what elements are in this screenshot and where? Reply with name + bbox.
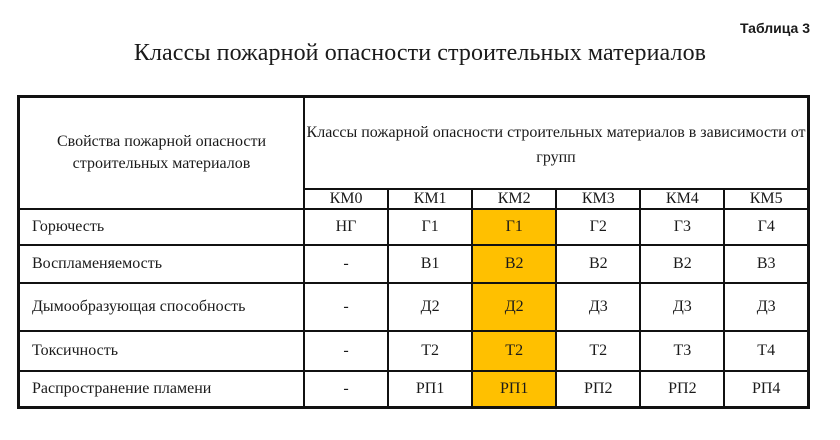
row-label: Горючесть <box>19 209 305 245</box>
table-row <box>19 209 809 245</box>
row-label: Распространение пламени <box>19 371 305 408</box>
table-cell: - <box>304 245 388 283</box>
column-header-km0: КМ0 <box>304 189 388 209</box>
table-cell: Д3 <box>640 283 724 331</box>
group-header: Классы пожарной опасности строительных материалов в зависимости от групп <box>304 97 809 189</box>
table-cell: Д2 <box>388 283 472 331</box>
table-cell: Г4 <box>724 209 808 245</box>
table-cell: РП1 <box>388 371 472 408</box>
table-cell: НГ <box>304 209 388 245</box>
table-cell: Г3 <box>640 209 724 245</box>
column-header-km5: КМ5 <box>724 189 808 209</box>
table-cell: - <box>304 331 388 371</box>
fire-class-table <box>17 95 810 409</box>
table-cell: В2 <box>640 245 724 283</box>
table-row <box>19 283 809 331</box>
table-cell-highlighted: Т2 <box>472 331 556 371</box>
table-cell: Г2 <box>556 209 640 245</box>
row-label: Воспламеняемость <box>19 245 305 283</box>
table-cell-highlighted: РП1 <box>472 371 556 408</box>
column-header-km2: КМ2 <box>472 189 556 209</box>
table-cell: Т4 <box>724 331 808 371</box>
table-cell-highlighted: В2 <box>472 245 556 283</box>
table-cell: Т2 <box>388 331 472 371</box>
row-label: Токсичность <box>19 331 305 371</box>
row-label: Дымообразующая способность <box>19 283 305 331</box>
column-header-km4: КМ4 <box>640 189 724 209</box>
table-cell: РП4 <box>724 371 808 408</box>
table-cell: РП2 <box>640 371 724 408</box>
table-cell: Т2 <box>556 331 640 371</box>
table-row <box>19 371 809 408</box>
column-header-km1: КМ1 <box>388 189 472 209</box>
table-row <box>19 245 809 283</box>
column-header-km3: КМ3 <box>556 189 640 209</box>
table-cell: - <box>304 371 388 408</box>
table-cell: Д3 <box>724 283 808 331</box>
corner-header: Свойства пожарной опасности строительных материалов <box>19 97 305 209</box>
table-cell: В2 <box>556 245 640 283</box>
table-cell-highlighted: Г1 <box>472 209 556 245</box>
table-cell: РП2 <box>556 371 640 408</box>
table-cell: - <box>304 283 388 331</box>
table-cell: В1 <box>388 245 472 283</box>
table-number-label: Таблица 3 <box>739 20 810 36</box>
page-title: Классы пожарной опасности строительных материалов <box>133 40 707 66</box>
table-cell: Д3 <box>556 283 640 331</box>
table-row <box>19 331 809 371</box>
table-cell-highlighted: Д2 <box>472 283 556 331</box>
table-cell: Т3 <box>640 331 724 371</box>
table-cell: В3 <box>724 245 808 283</box>
table-cell: Г1 <box>388 209 472 245</box>
